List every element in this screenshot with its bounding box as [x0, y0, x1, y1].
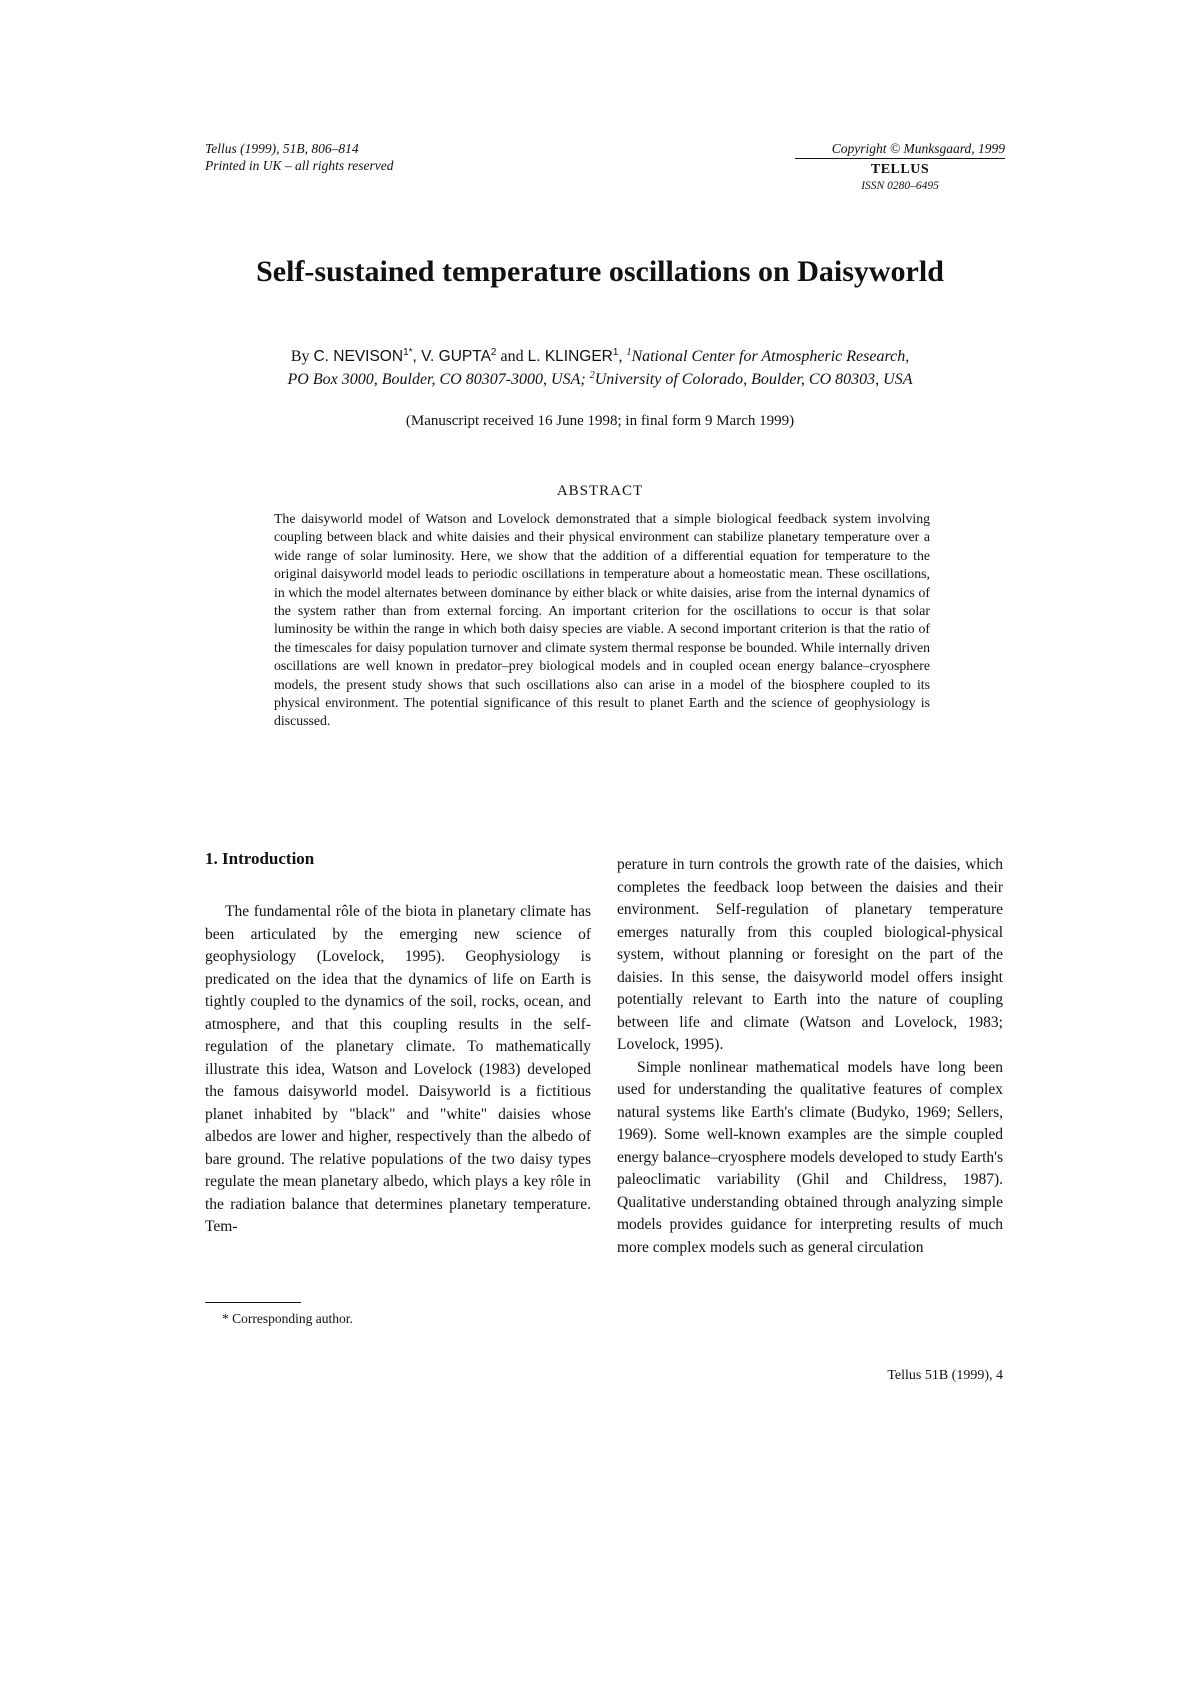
author-superscript: 1*: [403, 347, 413, 358]
affiliation-1: [626, 348, 909, 365]
journal-citation-block: [205, 140, 394, 174]
section-heading-introduction: 1. Introduction: [205, 849, 315, 868]
author-names: [313, 348, 496, 365]
author-superscript: 1: [612, 347, 619, 358]
journal-name: TELLUS: [870, 162, 930, 177]
by-label: By: [290, 348, 310, 365]
abstract-heading: ABSTRACT: [556, 483, 644, 499]
affiliation-2-text: University of Colorado, Boulder, CO 80303, USA: [594, 371, 913, 388]
right-column: [617, 854, 1003, 1259]
left-column: [205, 849, 591, 1239]
author-nevison: C. NEVISON: [313, 348, 404, 365]
manuscript-received: (Manuscript received 16 June 1998; in final form 9 March 1999): [405, 413, 795, 429]
author-block: [190, 345, 1010, 391]
affiliation-superscript: 2: [589, 370, 595, 381]
intro-paragraph-2: Simple nonlinear mathematical models have long been used for understanding the qualitative features of complex natural systems like Earth's climate (Budyko, 1969; Sellers, 1969). Some well-known examples are the simple coupled energy balance–cryosphere models developed to study Earth's paleoclimatic variability (Ghil and Childress, 1987). Qualitative understanding obtained through analyzing simple models provides guidance for interpreting results of much more complex models such as general circulation: [617, 1058, 1003, 1256]
intro-paragraph-1: The fundamental rôle of the biota in planetary climate has been articulated by the emerging new science of geophysiology (Lovelock, 1995). Geophysiology is predicated on the idea that the dynamics of life on Earth is tightly coupled to the dynamics of the soil, rocks, ocean, and atmosphere, and that this coupling results in the self-regulation of the planetary climate. To mathematically illustrate this idea, Watson and Lovelock (1983) developed the famous daisyworld model. Daisyworld is a fictitious planet inhabited by "black" and "white" daisies whose albedos are lower and higher, respectively than the albedo of bare ground. The relative populations of the two daisy types regulate the mean planetary albedo, which plays a key rôle in the radiation balance that determines planetary temperature. Tem-: [205, 903, 591, 1235]
affiliation-1-address: PO Box 3000, Boulder, CO 80307-3000, USA;: [287, 371, 590, 388]
journal-info-block: [795, 140, 1005, 195]
abstract-text: The daisyworld model of Watson and Lovelock demonstrated that a simple biological feedback system involving coupling between black and white daisies and their physical environment can stabilize planetary temperature over a wide range of solar luminosity. Here, we show that the addition of a differential equation for temperature to the original daisyworld model leads to periodic oscillations in temperature about a homeostatic mean. These oscillations, in which the model alternates between dominance by either black or white daisies, arise from the internal dynamics of the system rather than from external forcing. An important criterion for the oscillations to occur is that solar luminosity be within the range in which both daisy species are viable. A second important criterion is that the ratio of the timescales for daisy population turnover and climate system thermal response be bounded. While internally driven oscillations are well known in predator–prey biological models and in coupled ocean energy balance–cryosphere models, the present study shows that such oscillations also can arise in a model of the biosphere coupled to its physical environment. The potential significance of this result to planet Earth and the science of geophysiology is discussed.: [274, 511, 930, 729]
affiliation-superscript: 1: [626, 347, 632, 358]
copyright-line: Copyright © Munksgaard, 1999: [795, 140, 1005, 159]
intro-paragraph-1-continued: perature in turn controls the growth rate of the daisies, which completes the feedback loop between the daisies and their environment. Self-regulation of planetary temperature emerges naturally from this coupled biological-physical system, without planning or foresight on the part of the daisies. In this sense, the daisyworld model offers insight potentially relevant to Earth into the nature of coupling between life and climate (Watson and Lovelock, 1983; Lovelock, 1995).: [617, 856, 1003, 1053]
issn-line: ISSN 0280–6495: [861, 180, 939, 192]
affiliation-1-text: National Center for Atmospheric Research,: [631, 348, 910, 365]
author-and: and: [496, 348, 528, 365]
citation-line: Tellus (1999), 51B, 806–814: [205, 141, 359, 156]
author-superscript: 2: [490, 347, 497, 358]
affiliation-2: [590, 371, 913, 388]
page-footer: Tellus 51B (1999), 4: [887, 1368, 1003, 1383]
rights-line: Printed in UK – all rights reserved: [205, 158, 394, 173]
author-klinger: L. KLINGER: [527, 348, 613, 365]
author-separator: ,: [618, 348, 627, 365]
paper-title: Self-sustained temperature oscillations on Daisyworld: [256, 255, 944, 288]
footnote-rule: [205, 1302, 301, 1303]
footnote-corresponding-author: * Corresponding author.: [222, 1311, 353, 1326]
author-gupta: V. GUPTA: [421, 348, 491, 365]
author-separator: ,: [412, 348, 422, 365]
